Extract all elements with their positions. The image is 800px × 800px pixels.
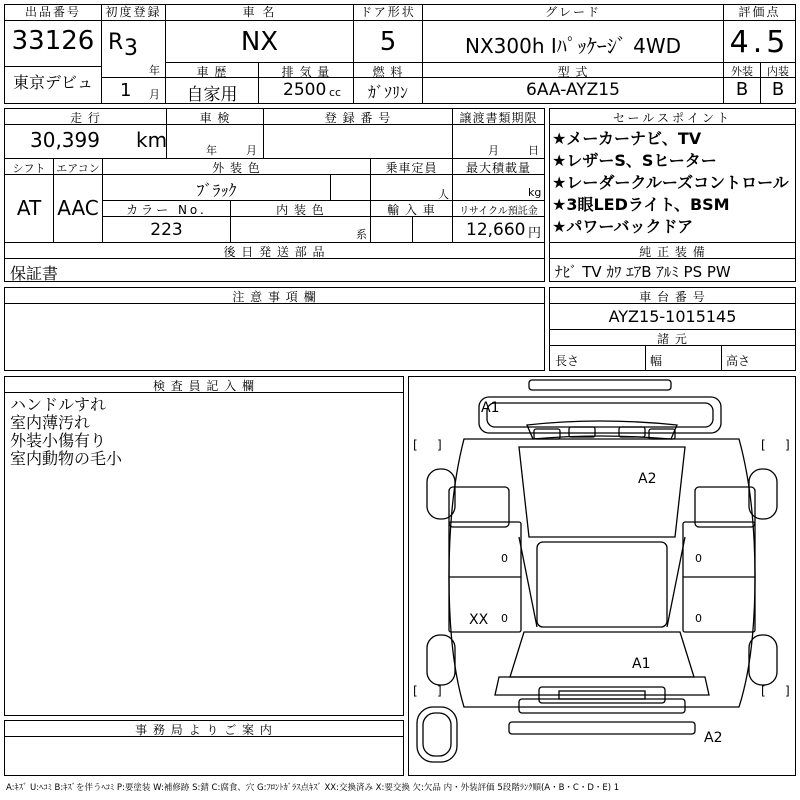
aircon-label: エアコン bbox=[56, 162, 100, 175]
interior-color-label: 内 装 色 bbox=[276, 203, 325, 217]
grade-label: グレード bbox=[423, 5, 723, 21]
evaluation-score: 4.5 bbox=[729, 25, 790, 60]
exterior-grade-label: 外装 bbox=[731, 65, 753, 78]
office-notice-label: 事 務 局 よ り ご 案 内 bbox=[135, 723, 273, 737]
mileage-value: 30,399 bbox=[30, 128, 100, 152]
history-label: 車 歴 bbox=[196, 65, 228, 79]
interior-grade: B bbox=[771, 79, 785, 100]
first-registration-label: 初度登録 bbox=[102, 5, 165, 21]
height-label: 高さ bbox=[726, 354, 751, 368]
svg-text:[: [ bbox=[761, 684, 766, 698]
lot-number-label: 出品番号 bbox=[5, 5, 101, 21]
transfer-day-unit: 日 bbox=[528, 144, 539, 157]
inspection-label: 車 検 bbox=[199, 111, 231, 125]
damage-legend: A:ｷｽﾞ U:ﾍｺﾐ B:ｷｽﾞを伴うﾍｺﾐ P:要塗装 W:補修跡 S:錆 C:腐食、穴 G:ﾌﾛﾝﾄｶﾞﾗｽ点ｷｽﾞ XX:交換済み X:要交換 欠:欠品 内・外装評価 5段階ﾗﾝｸ順(A・B・C・D・E) 1 bbox=[6, 783, 620, 793]
svg-text:0: 0 bbox=[695, 552, 702, 565]
model-code: 6AA-AYZ15 bbox=[526, 80, 620, 100]
later-parts-label: 後 日 発 送 部 品 bbox=[223, 245, 326, 259]
max-load-unit: kg bbox=[528, 186, 542, 199]
aircon-type: AAC bbox=[57, 196, 99, 220]
svg-text:]: ] bbox=[437, 684, 442, 698]
damage-mark-xx-door: XX bbox=[469, 612, 489, 628]
fuel-label: 燃 料 bbox=[372, 65, 404, 79]
transfer-docs-label: 譲渡書類期限 bbox=[459, 111, 538, 125]
exterior-color-label: 外 装 色 bbox=[212, 161, 261, 175]
svg-text:[: [ bbox=[413, 438, 418, 452]
sales-point-item: ★パワーバックドア bbox=[552, 217, 694, 236]
sales-point-item: ★レーダークルーズコントロール bbox=[552, 173, 789, 192]
sales-points-list bbox=[552, 128, 794, 238]
grade-value: NX300h Iﾊﾟｯｹｰｼﾞ 4WD bbox=[464, 34, 682, 58]
length-label: 長さ bbox=[555, 354, 580, 368]
era-code: R bbox=[108, 30, 124, 55]
damage-mark-a2-hood: A2 bbox=[638, 471, 657, 487]
svg-text:[: [ bbox=[413, 684, 418, 698]
inspector-note: ハンドルすれ bbox=[10, 395, 107, 414]
factory-equipment-label: 純 正 装 備 bbox=[639, 245, 706, 259]
year-unit: 年 bbox=[149, 64, 160, 77]
door-type-label: ドア形状 bbox=[354, 5, 422, 21]
color-number: 223 bbox=[150, 220, 183, 240]
chassis-number-label: 車 台 番 号 bbox=[639, 290, 706, 304]
sales-point-item: ★メーカーナビ、TV bbox=[552, 129, 702, 148]
capacity-label: 乗車定員 bbox=[385, 161, 438, 175]
shift-label: シフト bbox=[12, 162, 46, 175]
interior-grade-label: 内装 bbox=[767, 65, 789, 78]
dimensions-label: 諸 元 bbox=[657, 332, 688, 346]
mileage-label: 走 行 bbox=[70, 111, 101, 125]
interior-color-unit: 系 bbox=[356, 228, 367, 241]
exterior-grade: B bbox=[735, 79, 749, 100]
exterior-color: ﾌﾞﾗｯｸ bbox=[196, 181, 237, 200]
fuel-type: ｶﾞｿﾘﾝ bbox=[367, 83, 408, 102]
inspector-notes-label: 検 査 員 記 入 欄 bbox=[152, 379, 256, 393]
svg-text:0: 0 bbox=[501, 612, 508, 625]
capacity-unit: 人 bbox=[438, 188, 449, 201]
shift-type: AT bbox=[16, 196, 42, 220]
plate-number-label: 登 録 番 号 bbox=[324, 111, 392, 125]
svg-text:]: ] bbox=[437, 438, 442, 452]
max-load-label: 最大積載量 bbox=[465, 161, 531, 175]
car-damage-diagram bbox=[409, 377, 795, 775]
sales-point-item: ★3眼LEDライト、BSM bbox=[552, 195, 730, 214]
svg-text:]: ] bbox=[785, 438, 790, 452]
recycle-fee-unit: 円 bbox=[528, 226, 542, 241]
score-label: 評価点 bbox=[724, 5, 795, 21]
car-name: NX bbox=[240, 27, 279, 57]
import-car-label: 輸 入 車 bbox=[387, 203, 436, 217]
car-name-label: 車 名 bbox=[166, 5, 353, 21]
chassis-number: AYZ15-1015145 bbox=[608, 307, 737, 326]
door-count: 5 bbox=[379, 27, 397, 57]
inspector-note: 室内動物の毛小 bbox=[10, 449, 123, 468]
color-number-label: カラー No. bbox=[126, 203, 207, 217]
sales-points-label: セールスポイント bbox=[613, 111, 732, 125]
vehicle-history: 自家用 bbox=[186, 85, 238, 105]
damage-mark-a1-rear: A1 bbox=[632, 656, 651, 672]
venue-name: 東京デビュ bbox=[12, 73, 93, 92]
transfer-month-unit: 月 bbox=[488, 144, 499, 157]
svg-text:0: 0 bbox=[501, 552, 508, 565]
inspector-note: 室内薄汚れ bbox=[10, 413, 91, 432]
cautions-label: 注 意 事 項 欄 bbox=[232, 290, 317, 304]
model-code-label: 型 式 bbox=[557, 65, 589, 79]
registration-month: 1 bbox=[120, 80, 132, 101]
damage-mark-a1-top: A1 bbox=[481, 400, 500, 416]
displacement-label: 排 気 量 bbox=[281, 65, 331, 79]
lot-number: 33126 bbox=[11, 26, 95, 56]
later-parts-value: 保証書 bbox=[10, 264, 59, 283]
svg-text:0: 0 bbox=[695, 612, 702, 625]
inspector-note: 外装小傷有り bbox=[10, 431, 107, 450]
svg-text:]: ] bbox=[785, 684, 790, 698]
inspector-notes-list bbox=[10, 396, 122, 468]
mileage-unit: km bbox=[136, 128, 168, 152]
factory-equipment-value: ﾅﾋﾞ TV ｶﾜ ｴｱB ｱﾙﾐ PS PW bbox=[555, 263, 731, 281]
recycle-fee: 12,660 bbox=[466, 220, 526, 240]
width-label: 幅 bbox=[650, 354, 663, 368]
damage-mark-a2-bottom: A2 bbox=[704, 730, 723, 746]
inspection-year-unit: 年 bbox=[206, 144, 217, 157]
displacement-unit: cc bbox=[329, 86, 342, 99]
svg-text:[: [ bbox=[761, 438, 766, 452]
recycle-fee-label: リサイクル預託金 bbox=[459, 206, 538, 217]
month-unit: 月 bbox=[149, 88, 160, 101]
registration-year: 3 bbox=[124, 36, 138, 61]
sales-point-item: ★レザーS、Sヒーター bbox=[552, 151, 717, 170]
inspection-month-unit: 月 bbox=[246, 144, 257, 157]
engine-displacement: 2500 bbox=[283, 80, 327, 100]
